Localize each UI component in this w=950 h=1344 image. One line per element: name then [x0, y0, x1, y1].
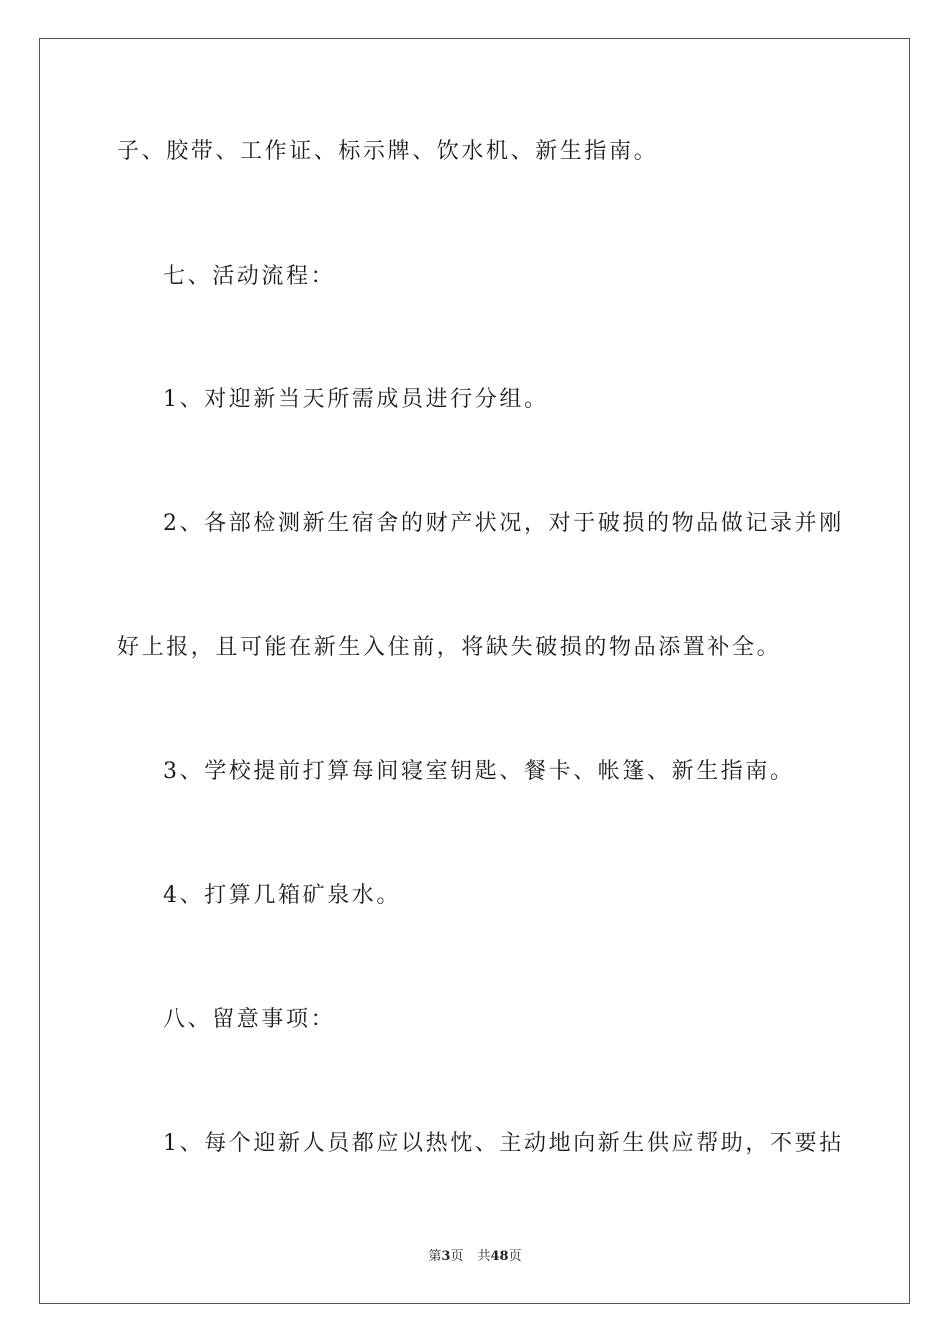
footer-total-pages: 48 [490, 1249, 509, 1264]
list-item-2: 2、各部检测新生宿舍的财产状况，对于破损的物品做记录并刚 [163, 511, 844, 536]
list-item-2-continued: 好上报，且可能在新生入住前，将缺失破损的物品添置补全。 [117, 635, 782, 660]
footer-page-prefix: 第 [428, 1249, 442, 1264]
body-line-1: 子、胶带、工作证、标示牌、饮水机、新生指南。 [117, 139, 659, 164]
page-border [39, 38, 910, 1304]
notes-item-1: 1、每个迎新人员都应以热忱、主动地向新生供应帮助，不要拈 [163, 1131, 844, 1156]
page-footer [0, 1248, 950, 1266]
footer-page-number: 3 [441, 1249, 451, 1264]
footer-page-suffix: 页 [450, 1249, 464, 1264]
list-item-4: 4、打算几箱矿泉水。 [163, 883, 401, 908]
list-item-3: 3、学校提前打算每间寝室钥匙、餐卡、帐篷、新生指南。 [163, 759, 795, 784]
section-heading-activity-flow: 七、活动流程： [163, 264, 336, 289]
footer-total-prefix: 共 [477, 1249, 491, 1264]
footer-total-suffix: 页 [508, 1249, 522, 1264]
list-item-1: 1、对迎新当天所需成员进行分组。 [163, 387, 549, 412]
section-heading-notes: 八、留意事项： [163, 1007, 336, 1032]
